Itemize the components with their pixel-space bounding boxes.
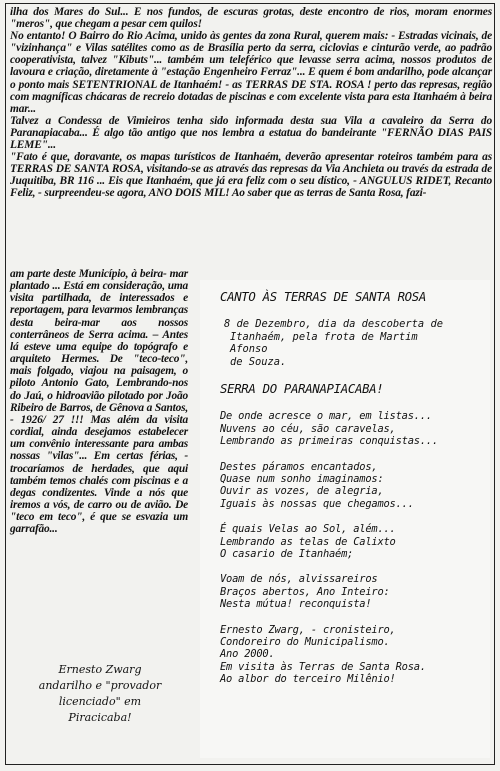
poem-line: Lembrando as telas de Calixto [220,535,396,548]
left-column-text [10,268,188,535]
poem-box [200,280,490,758]
poem-line: Em visita às Terras de Santa Rosa. [220,660,426,673]
signature-line: andarilho e "provador [38,679,162,692]
paragraph-visita-partilhada: am parte deste Município, à beira- mar plantado ... Está em consideração, uma visita partilhada, de interessados e reportagem, para levarmos lembranças desta beira-mar aos nossos conterrâneos de Serra acima. – Antes lá esteve uma equipe do topógrafo e arquiteto Hermes. De "teco-teco", mais folgado, viajou na paisagem, o piloto Antonio Gato, Lembrando-nos do Jaú, o hidroavião pilotado por João Ribeiro de Barros, de Gênova a Santos, - 1926/ 27 !!! Mas além da visita cordial, ainda desejamos estabelecer um convênio interessante para ambas nossas "vilas"... Em certas férias, - trocaríamos de herdades, que aqui também temos chalés com piscinas e a degas condizentes. Vinde a nós que iremos a vós, de carro ou de avião. De "teco em teco", é que se esvazia um garrafão... [10,268,188,536]
poem-line: Ano 2000. [220,648,275,661]
poem-line: O casario de Itanhaém; [220,548,354,561]
poem-line: É quais Velas ao Sol, além... [220,523,396,536]
signature-line: Piracicaba! [68,711,132,724]
dedication-line: 8 de Dezembro, dia da descoberta de [224,318,443,330]
signature-line: Ernesto Zwarg [58,663,142,676]
paragraph-bairro-rio-acima: No entanto! O Bairro do Rio Acima, unido às gentes da zona Rural, querem mais: - Estradas vicinais, de "vizinhança" e Vilas satélites como as de Brasília perto da serra, ciclovias e cinturão verde, ao padrão cooperativista, talvez "Kibuts"... também um teleférico que levasse serra acima, nossos produtos de lavoura e criação, diretamente à "estação Engenheiro Ferraz"... E quem é bom andarilho, pode alcançar o ponto mais SETENTRIONAL de Itanhaém! - as TERRAS DE STA. ROSA ! perto das represas, região com magníficas chácaras de recreio dotadas de piscinas e com excelente vista para esta Itanhaém à beira mar... [10,30,492,115]
poem-subtitle: SERRA DO PARANAPIACABA! [220,382,384,397]
top-article-text [10,6,492,200]
paragraph-condessa-vimieiros: Talvez a Condessa de Vimieiros tenha sido informada desta sua Vila a cavaleiro da Serra do Paranapiacaba... É algo tão antigo que nos lembra a estatua do bandeirante "FERNÃO DIAS PAIS LEME"... [10,114,492,152]
poem-stanza [220,573,478,610]
poem-line: Condoreiro do Municipalismo. [220,636,390,649]
poem-line: Braços abertos, Ano Inteiro: [220,585,390,598]
poem-line: De onde acresce o mar, em listas... [220,410,432,423]
poem-stanza [220,410,478,447]
paragraph-mapas-turisticos: "Fato é que, doravante, os mapas turísticos de Itanhaém, deverão apresentar roteiros também para as TERRAS DE SANTA ROSA, visitando-se as através das represas da Via Anchieta ou través da estrada de Juquitiba, BR 116 ... Eis que Itanhaém, que já era feliz com o seu dístico, - ANGULUS RIDET, Recanto Feliz, - surpreendeu-se agora, ANO DOIS MIL! Ao saber que as terras de Santa Rosa, fazi- [10,151,492,200]
poem-line: Destes páramos encantados, [220,460,378,473]
poem-dedication [224,318,478,368]
poem-line: Nuvens ao céu, são caravelas, [220,422,396,435]
dedication-line: Afonso [230,343,268,356]
poem-line: Ouvir as vozes, de alegria, [220,485,384,498]
poem-line: Quase num sonho imaginamos: [220,473,384,485]
paragraph-mares-do-sul: ilha dos Mares do Sul... E nos fundos, de escuras grotas, deste encontro de rios, moram enormes "meros", que chegam a pesar cem quilos! [10,6,492,31]
poem-title: CANTO ÀS TERRAS DE SANTA ROSA [220,290,426,304]
poem-stanza [220,461,478,511]
poem-line: Ao albor do terceiro Milênio! [220,673,396,686]
poem-line: Ernesto Zwarg, - cronisteiro, [220,623,396,636]
poem-line: Nesta mútua! reconquista! [220,598,372,611]
poem-line: Lembrando as primeiras conquistas... [220,435,439,448]
author-signature [16,662,184,726]
poem-line: Voam de nós, alvissareiros [220,573,378,586]
poem-line: Iguais às nossas que chegamos... [220,497,414,510]
poem-stanza [220,624,478,686]
dedication-line: Itanhaém, pela frota de Martim [230,330,418,343]
dedication-line: de Souza. [230,355,287,368]
signature-line: licenciado" em [58,695,142,708]
poem-stanza [220,523,478,560]
